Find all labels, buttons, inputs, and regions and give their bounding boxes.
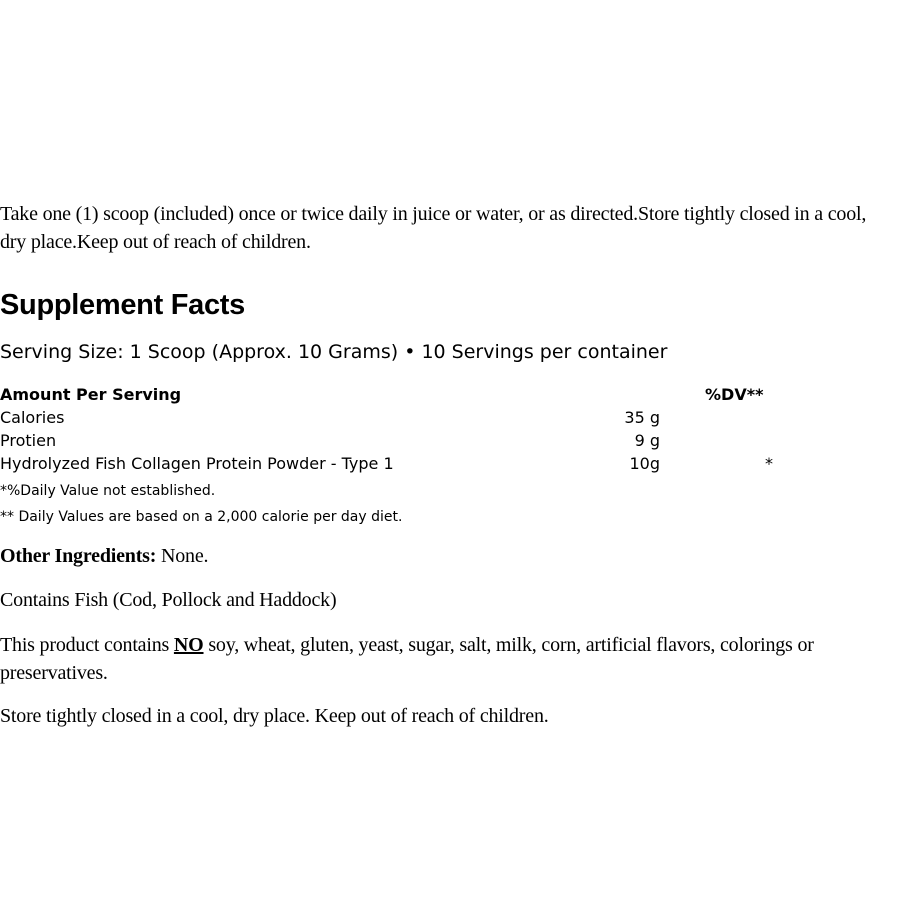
serving-size-text: Serving Size: 1 Scoop (Approx. 10 Grams) • 10 Servings per container: [0, 341, 668, 363]
free-from-list: soy, wheat, gluten, yeast, sugar, salt, milk, corn, artificial flavors, colorings or preservatives.: [0, 634, 814, 684]
facts-footnotes: [0, 478, 402, 530]
nutrient-amount: 35 g: [624, 408, 660, 427]
other-ingredients: [0, 542, 895, 570]
nutrient-name: Protien: [0, 431, 57, 450]
facts-header-row: [0, 383, 800, 406]
other-ingredients-value: None.: [156, 545, 209, 567]
directions-text: Take one (1) scoop (included) once or twice daily in juice or water, or as directed.Store tightly closed in a cool, dry place.Keep out of reach of children.: [0, 203, 867, 253]
footnote-dv-not-established: *%Daily Value not established.: [0, 483, 216, 499]
facts-row-protein: [0, 429, 800, 452]
nutrient-dv: *: [765, 454, 773, 473]
daily-value-header: %DV**: [705, 385, 764, 404]
free-from-prefix: This product contains: [0, 634, 174, 656]
footnote-daily-values: ** Daily Values are based on a 2,000 calorie per day diet.: [0, 509, 403, 525]
nutrient-amount: 9 g: [634, 431, 660, 450]
amount-per-serving-header: Amount Per Serving: [0, 385, 182, 404]
storage-text: Store tightly closed in a cool, dry place. Keep out of reach of children.: [0, 705, 549, 727]
nutrient-amount: 10g: [629, 454, 660, 473]
other-ingredients-label: Other Ingredients:: [0, 545, 157, 567]
facts-row-collagen: [0, 452, 800, 475]
supplement-facts-title: Supplement Facts: [0, 289, 245, 321]
facts-row-calories: [0, 406, 800, 429]
nutrient-name: Calories: [0, 408, 65, 427]
free-from-emphasis: NO: [173, 634, 204, 656]
free-from-statement: [0, 631, 895, 687]
allergen-contains-text: Contains Fish (Cod, Pollock and Haddock): [0, 589, 337, 611]
nutrient-name: Hydrolyzed Fish Collagen Protein Powder - Type 1: [0, 454, 394, 473]
supplement-facts-table: [0, 383, 800, 475]
